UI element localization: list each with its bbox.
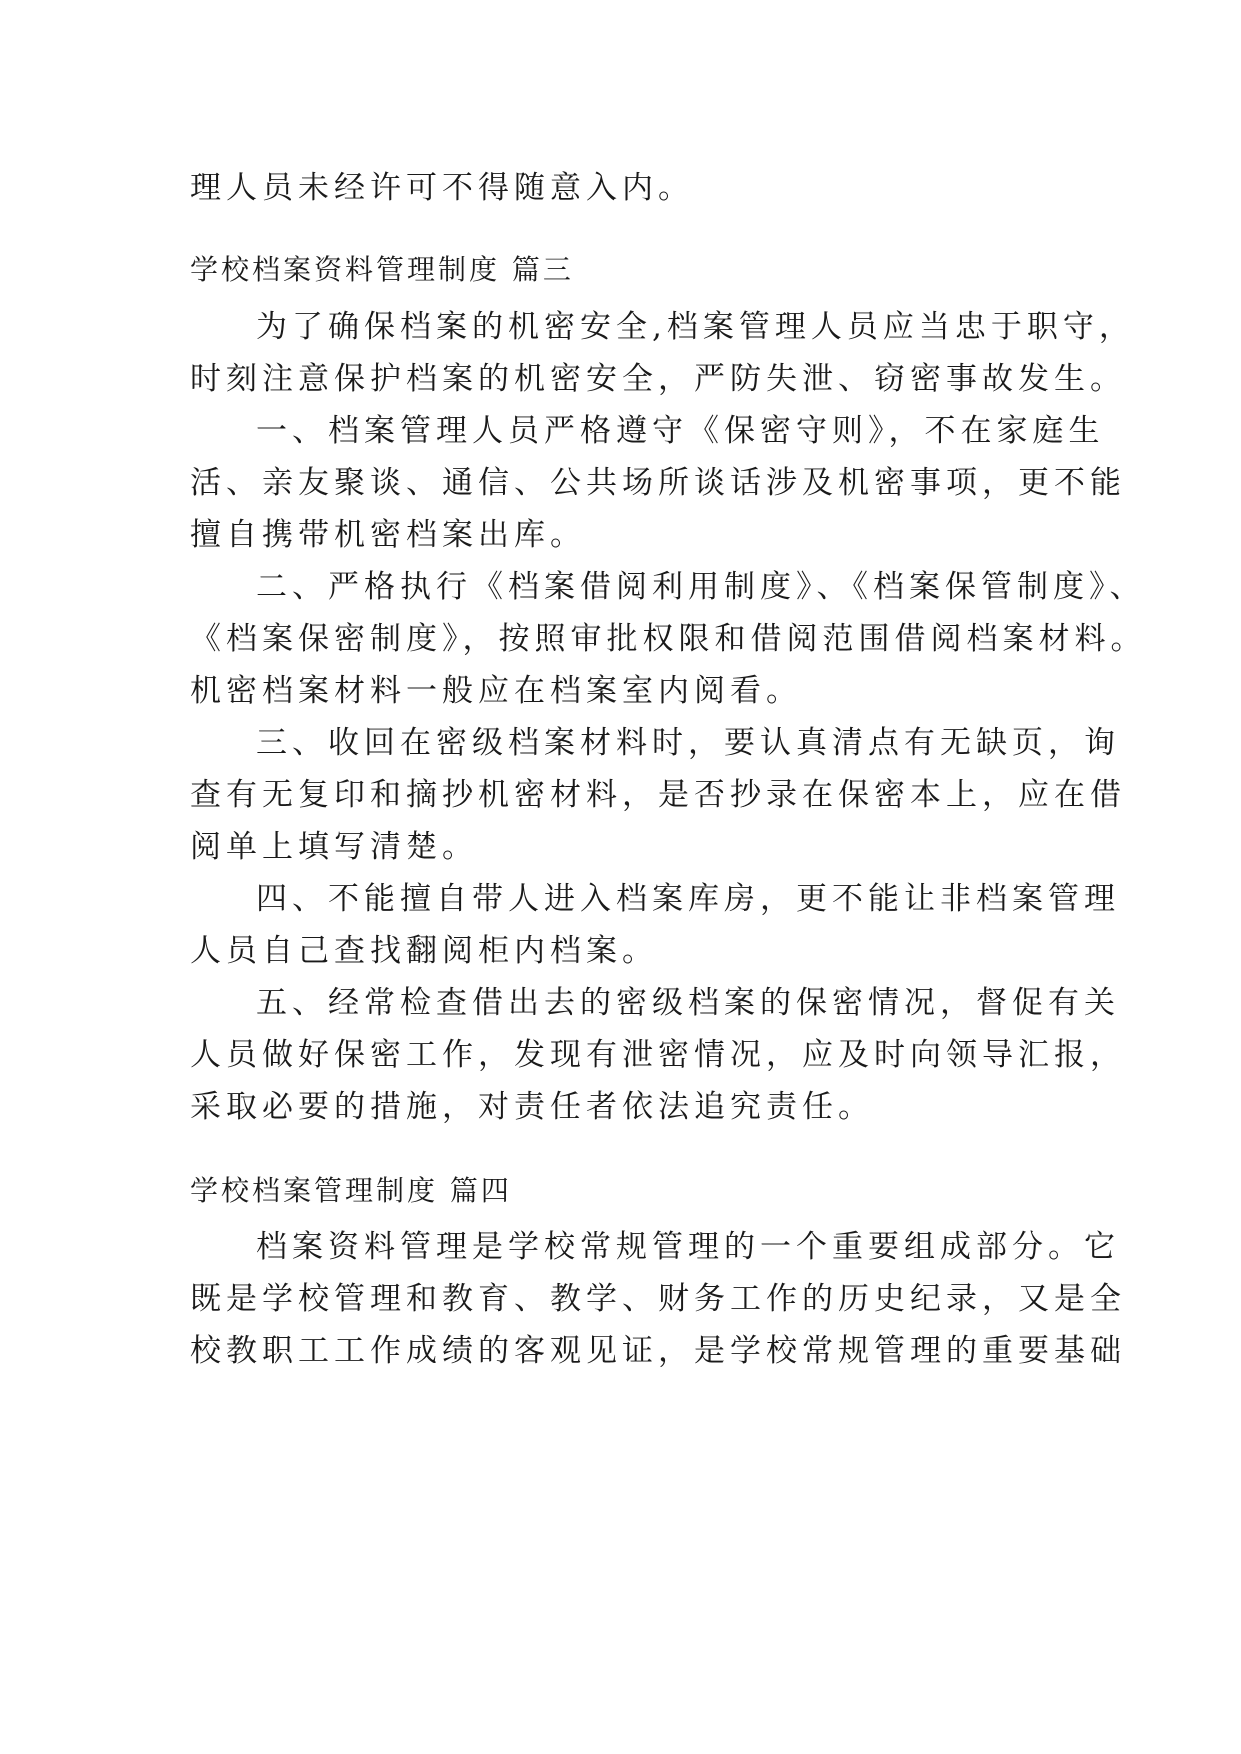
s3-p1-line-2: 时刻注意保护档案的机密安全，严防失泄、窃密事故发生。 <box>190 361 1126 397</box>
s3-p3-line-1: 二、严格执行《档案借阅利用制度》、《档案保管制度》、 <box>256 569 1146 605</box>
s3-p6-line-1: 五、经常检查借出去的密级档案的保密情况，督促有关 <box>256 985 1120 1021</box>
s3-p6-line-3: 采取必要的措施，对责任者依法追究责任。 <box>190 1089 874 1125</box>
s4-p1-line-3: 校教职工工作成绩的客观见证，是学校常规管理的重要基础 <box>190 1333 1126 1369</box>
s3-p2-line-3: 擅自携带机密档案出库。 <box>190 517 586 553</box>
s3-p3-line-2: 《档案保密制度》，按照审批权限和借阅范围借阅档案材料。 <box>190 621 1147 657</box>
s4-p1-line-1: 档案资料管理是学校常规管理的一个重要组成部分。它 <box>256 1229 1120 1265</box>
s3-p1-line-1: 为了确保档案的机密安全,档案管理人员应当忠于职守， <box>256 309 1135 345</box>
s3-p4-line-3: 阅单上填写清楚。 <box>190 829 478 865</box>
s3-p3-line-3: 机密档案材料一般应在档案室内阅看。 <box>190 673 802 709</box>
s3-p4-line-1: 三、收回在密级档案材料时，要认真清点有无缺页，询 <box>256 725 1120 761</box>
section-4-heading: 学校档案管理制度 篇四 <box>190 1174 512 1207</box>
s4-p1-line-2: 既是学校管理和教育、教学、财务工作的历史纪录，又是全 <box>190 1281 1126 1317</box>
s3-p2-line-2: 活、亲友聚谈、通信、公共场所谈话涉及机密事项，更不能 <box>190 465 1126 501</box>
s3-p2-line-1: 一、档案管理人员严格遵守《保密守则》，不在家庭生 <box>256 413 1105 449</box>
intro-tail-line: 理人员未经许可不得随意入内。 <box>190 170 694 206</box>
s3-p6-line-2: 人员做好保密工作，发现有泄密情况，应及时向领导汇报， <box>190 1037 1126 1073</box>
s3-p5-line-2: 人员自己查找翻阅柜内档案。 <box>190 933 658 969</box>
s3-p4-line-2: 查有无复印和摘抄机密材料，是否抄录在保密本上，应在借 <box>190 777 1126 813</box>
s3-p5-line-1: 四、不能擅自带人进入档案库房，更不能让非档案管理 <box>256 881 1120 917</box>
section-3-heading: 学校档案资料管理制度 篇三 <box>190 253 574 286</box>
